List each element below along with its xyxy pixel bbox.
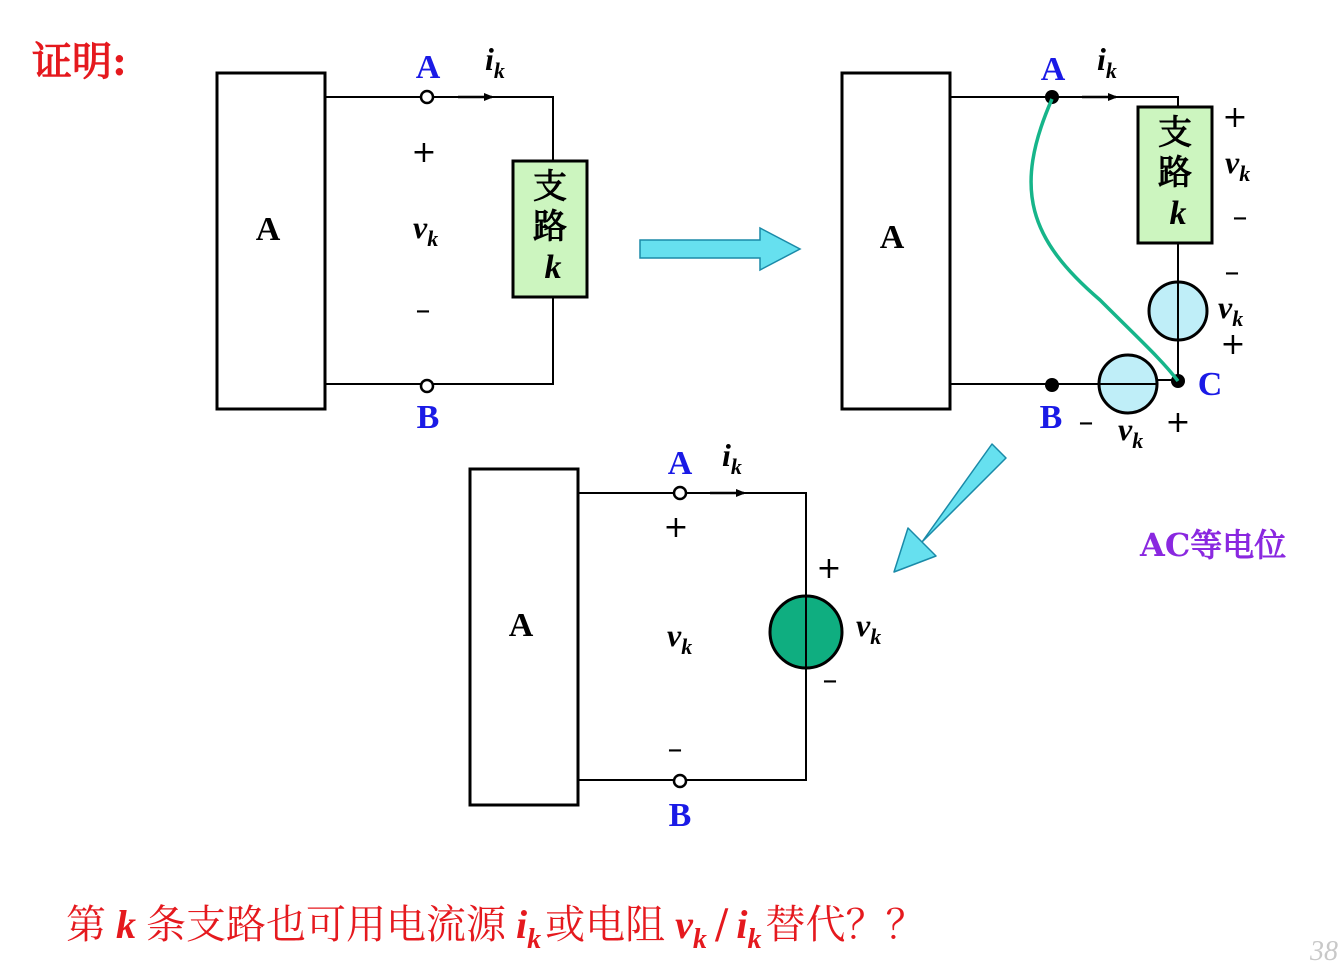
footer-question: 第 k 条支路也可用电流源 $i_k$ 或电阻 $v_k / i_k$ 替代？？ [66, 902, 926, 955]
branch-k-1: k [544, 249, 562, 286]
final-source-plus: + [816, 551, 842, 586]
branch-char2-1: 路 [533, 207, 567, 247]
right-arrow [640, 228, 800, 270]
node-b-label-2: B [1039, 399, 1063, 436]
circuit-substituted [842, 41, 1250, 453]
minus-sign-1: – [415, 293, 431, 328]
branch-char1-2: 支 [1158, 113, 1192, 153]
current-label-2: $i_k$ [1097, 41, 1117, 83]
branch-plus-2: + [1222, 100, 1248, 135]
terminal-a-1 [421, 91, 433, 103]
node-b-label-1: B [416, 399, 440, 436]
circuit-original [217, 41, 587, 436]
terminal-a-3 [674, 487, 686, 499]
equipotential-note: AC等电位 [1140, 526, 1287, 564]
node-a-label-2: A [1040, 51, 1066, 88]
proof-title: 证明: [32, 38, 127, 85]
network-label-1: A [255, 211, 281, 248]
network-label-3: A [508, 607, 534, 644]
voltage-label-3: $v_k$ [667, 617, 693, 659]
page-number: 38 [1310, 936, 1338, 966]
branch-char2-2: 路 [1158, 153, 1192, 193]
circuit-final [470, 437, 881, 834]
minus-sign-3: – [667, 732, 683, 767]
final-source-minus: – [822, 663, 838, 698]
final-source-label: $v_k$ [856, 607, 882, 649]
terminal-b-1 [421, 380, 433, 392]
current-label-3: $i_k$ [722, 437, 742, 479]
vsource-plus: + [1220, 327, 1246, 362]
hsource-plus: + [1165, 405, 1191, 440]
vsource-minus: – [1224, 255, 1240, 290]
branch-voltage-label-2: $v_k$ [1225, 144, 1251, 186]
node-b-label-3: B [668, 797, 692, 834]
plus-sign-3: + [663, 510, 689, 545]
node-b-dot-2 [1045, 378, 1059, 392]
network-label-2: A [879, 219, 905, 256]
hsource-label: $v_k$ [1118, 411, 1144, 453]
plus-sign-1: + [411, 135, 437, 170]
node-a-label-3: A [667, 445, 693, 482]
vsource-label: $v_k$ [1218, 289, 1244, 331]
branch-minus-2: – [1232, 200, 1248, 235]
diagonal-arrow [894, 444, 1006, 572]
terminal-b-3 [674, 775, 686, 787]
node-a-label-1: A [415, 49, 441, 86]
hsource-minus: – [1078, 405, 1094, 440]
voltage-label-1: $v_k$ [413, 209, 439, 251]
branch-k-2: k [1169, 195, 1187, 232]
node-c-label-2: C [1197, 366, 1223, 403]
branch-char1-1: 支 [533, 167, 567, 207]
current-label-1: $i_k$ [485, 41, 505, 83]
